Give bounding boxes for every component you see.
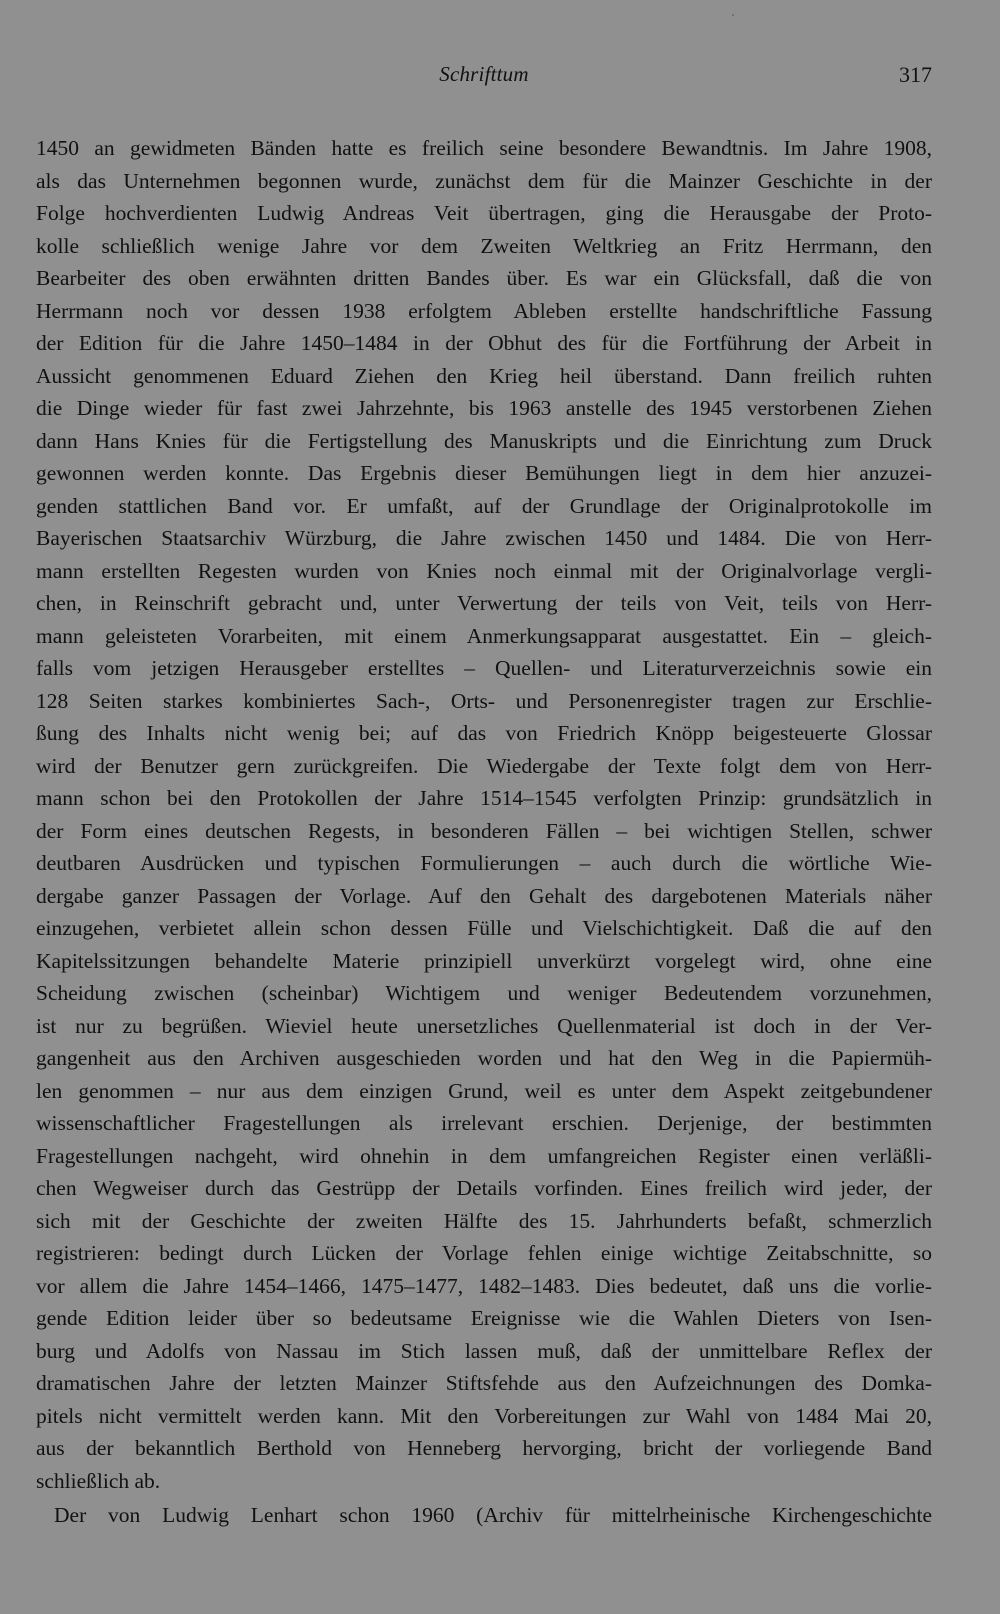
text-line: kolle schließlich wenige Jahre vor dem Zweiten Weltkrieg an Fritz Herrmann, den: [36, 233, 932, 258]
text-line: mann geleisteten Vorarbeiten, mit einem Anmerkungsapparat ausgestattet. Ein – gleich-: [36, 623, 932, 648]
text-line: der Form eines deutschen Regests, in besonderen Fällen – bei wichtigen Stellen, schwer: [36, 818, 932, 843]
text-line: ist nur zu begrüßen. Wieviel heute unersetzliches Quellenmaterial ist doch in der Ver-: [36, 1013, 932, 1038]
text-line: dergabe ganzer Passagen der Vorlage. Auf den Gehalt des dargebotenen Materials näher: [36, 883, 932, 908]
text-line: genden stattlichen Band vor. Er umfaßt, auf der Grundlage der Originalprotokolle im: [36, 493, 932, 518]
text-line: Aussicht genommenen Eduard Ziehen den Krieg heil überstand. Dann freilich ruhten: [36, 363, 932, 388]
text-line: als das Unternehmen begonnen wurde, zunächst dem für die Mainzer Geschichte in der: [36, 168, 932, 193]
text-line: gende Edition leider über so bedeutsame Ereignisse wie die Wahlen Dieters von Isen-: [36, 1306, 932, 1330]
page-number: 317: [899, 62, 932, 87]
paragraph-1: [36, 132, 932, 1497]
text-line: chen, in Reinschrift gebracht und, unter Verwertung der teils von Veit, teils von Herr-: [36, 591, 932, 615]
text-line: Scheidung zwischen (scheinbar) Wichtigem und weniger Bedeutendem vorzunehmen,: [36, 981, 932, 1005]
text-line: dann Hans Knies für die Fertigstellung des Manuskripts und die Einrichtung zum Druck: [36, 428, 932, 453]
text-line: Bearbeiter des oben erwähnten dritten Bandes über. Es war ein Glücksfall, daß die von: [36, 266, 932, 290]
text-line: burg und Adolfs von Nassau im Stich lassen muß, daß der unmittelbare Reflex der: [36, 1338, 932, 1363]
text-line: der Edition für die Jahre 1450–1484 in der Obhut des für die Fortführung der Arbeit in: [36, 331, 932, 355]
text-line: Fragestellungen nachgeht, wird ohnehin in dem umfangreichen Register einen verläßli-: [36, 1143, 932, 1168]
text-line: Folge hochverdienten Ludwig Andreas Veit übertragen, ging die Herausgabe der Proto-: [36, 201, 932, 225]
text-line: dramatischen Jahre der letzten Mainzer Stiftsfehde aus den Aufzeichnungen des Domka-: [36, 1371, 932, 1395]
text-line: aus der bekanntlich Berthold von Henneberg hervorging, bricht der vorliegende Band: [36, 1436, 932, 1460]
text-line: 128 Seiten starkes kombiniertes Sach-, Orts- und Personenregister tragen zur Erschlie-: [36, 688, 932, 713]
text-line: ßung des Inhalts nicht wenig bei; auf das von Friedrich Knöpp beigesteuerte Glossar: [36, 721, 932, 745]
text-line: sich mit der Geschichte der zweiten Hälfte des 15. Jahrhunderts befaßt, schmerzlich: [36, 1208, 932, 1233]
text-line: Herrmann noch vor dessen 1938 erfolgtem Ableben erstellte handschriftliche Fassung: [36, 298, 932, 323]
text-line: registrieren: bedingt durch Lücken der Vorlage fehlen einige wichtige Zeitabschnitte, so: [36, 1241, 932, 1265]
text-line: einzugehen, verbietet allein schon dessen Fülle und Vielschichtigkeit. Daß die auf den: [36, 916, 932, 940]
text-line: deutbaren Ausdrücken und typischen Formulierungen – auch durch die wörtliche Wie-: [36, 851, 932, 875]
text-line: Kapitelssitzungen behandelte Materie prinzipiell unverkürzt vorgelegt wird, ohne eine: [36, 948, 932, 973]
text-line: mann erstellten Regesten wurden von Knies noch einmal mit der Originalvorlage vergli-: [36, 558, 932, 583]
text-line: pitels nicht vermittelt werden kann. Mit den Vorbereitungen zur Wahl von 1484 Mai 20,: [36, 1403, 932, 1428]
running-title: Schrifttum: [439, 62, 529, 86]
running-head: [36, 62, 932, 92]
text-line: schließlich ab.: [36, 1468, 161, 1493]
text-line: 1450 an gewidmeten Bänden hatte es freilich seine besondere Bewandtnis. Im Jahre 1908,: [36, 136, 932, 160]
paragraph-2: [36, 1499, 932, 1532]
text-line: len genommen – nur aus dem einzigen Grund, weil es unter dem Aspekt zeitgebundener: [36, 1078, 932, 1103]
text-line: chen Wegweiser durch das Gestrüpp der Details vorfinden. Eines freilich wird jeder, der: [36, 1176, 932, 1200]
text-line: gewonnen werden konnte. Das Ergebnis dieser Bemühungen liegt in dem hier anzuzei-: [36, 461, 932, 485]
text-line: Der von Ludwig Lenhart schon 1960 (Archiv für mittelrheinische Kirchengeschichte: [54, 1503, 932, 1527]
body-text: [36, 132, 932, 1532]
text-line: Bayerischen Staatsarchiv Würzburg, die Jahre zwischen 1450 und 1484. Die von Herr-: [36, 526, 932, 550]
text-line: vor allem die Jahre 1454–1466, 1475–1477, 1482–1483. Dies bedeutet, daß uns die vorlie-: [36, 1273, 932, 1298]
text-line: wird der Benutzer gern zurückgreifen. Die Wiedergabe der Texte folgt dem von Herr-: [36, 753, 932, 778]
text-line: gangenheit aus den Archiven ausgeschieden worden und hat den Weg in die Papiermüh-: [36, 1046, 932, 1070]
text-line: wissenschaftlicher Fragestellungen als irrelevant erschien. Derjenige, der bestimmten: [36, 1111, 932, 1135]
scan-speck: [732, 14, 734, 16]
text-line: mann schon bei den Protokollen der Jahre 1514–1545 verfolgten Prinzip: grundsätzlich in: [36, 786, 932, 810]
text-line: die Dinge wieder für fast zwei Jahrzehnte, bis 1963 anstelle des 1945 verstorbenen Ziehen: [36, 396, 932, 420]
text-line: falls vom jetzigen Herausgeber erstelltes – Quellen- und Literaturverzeichnis sowie ein: [36, 656, 932, 680]
